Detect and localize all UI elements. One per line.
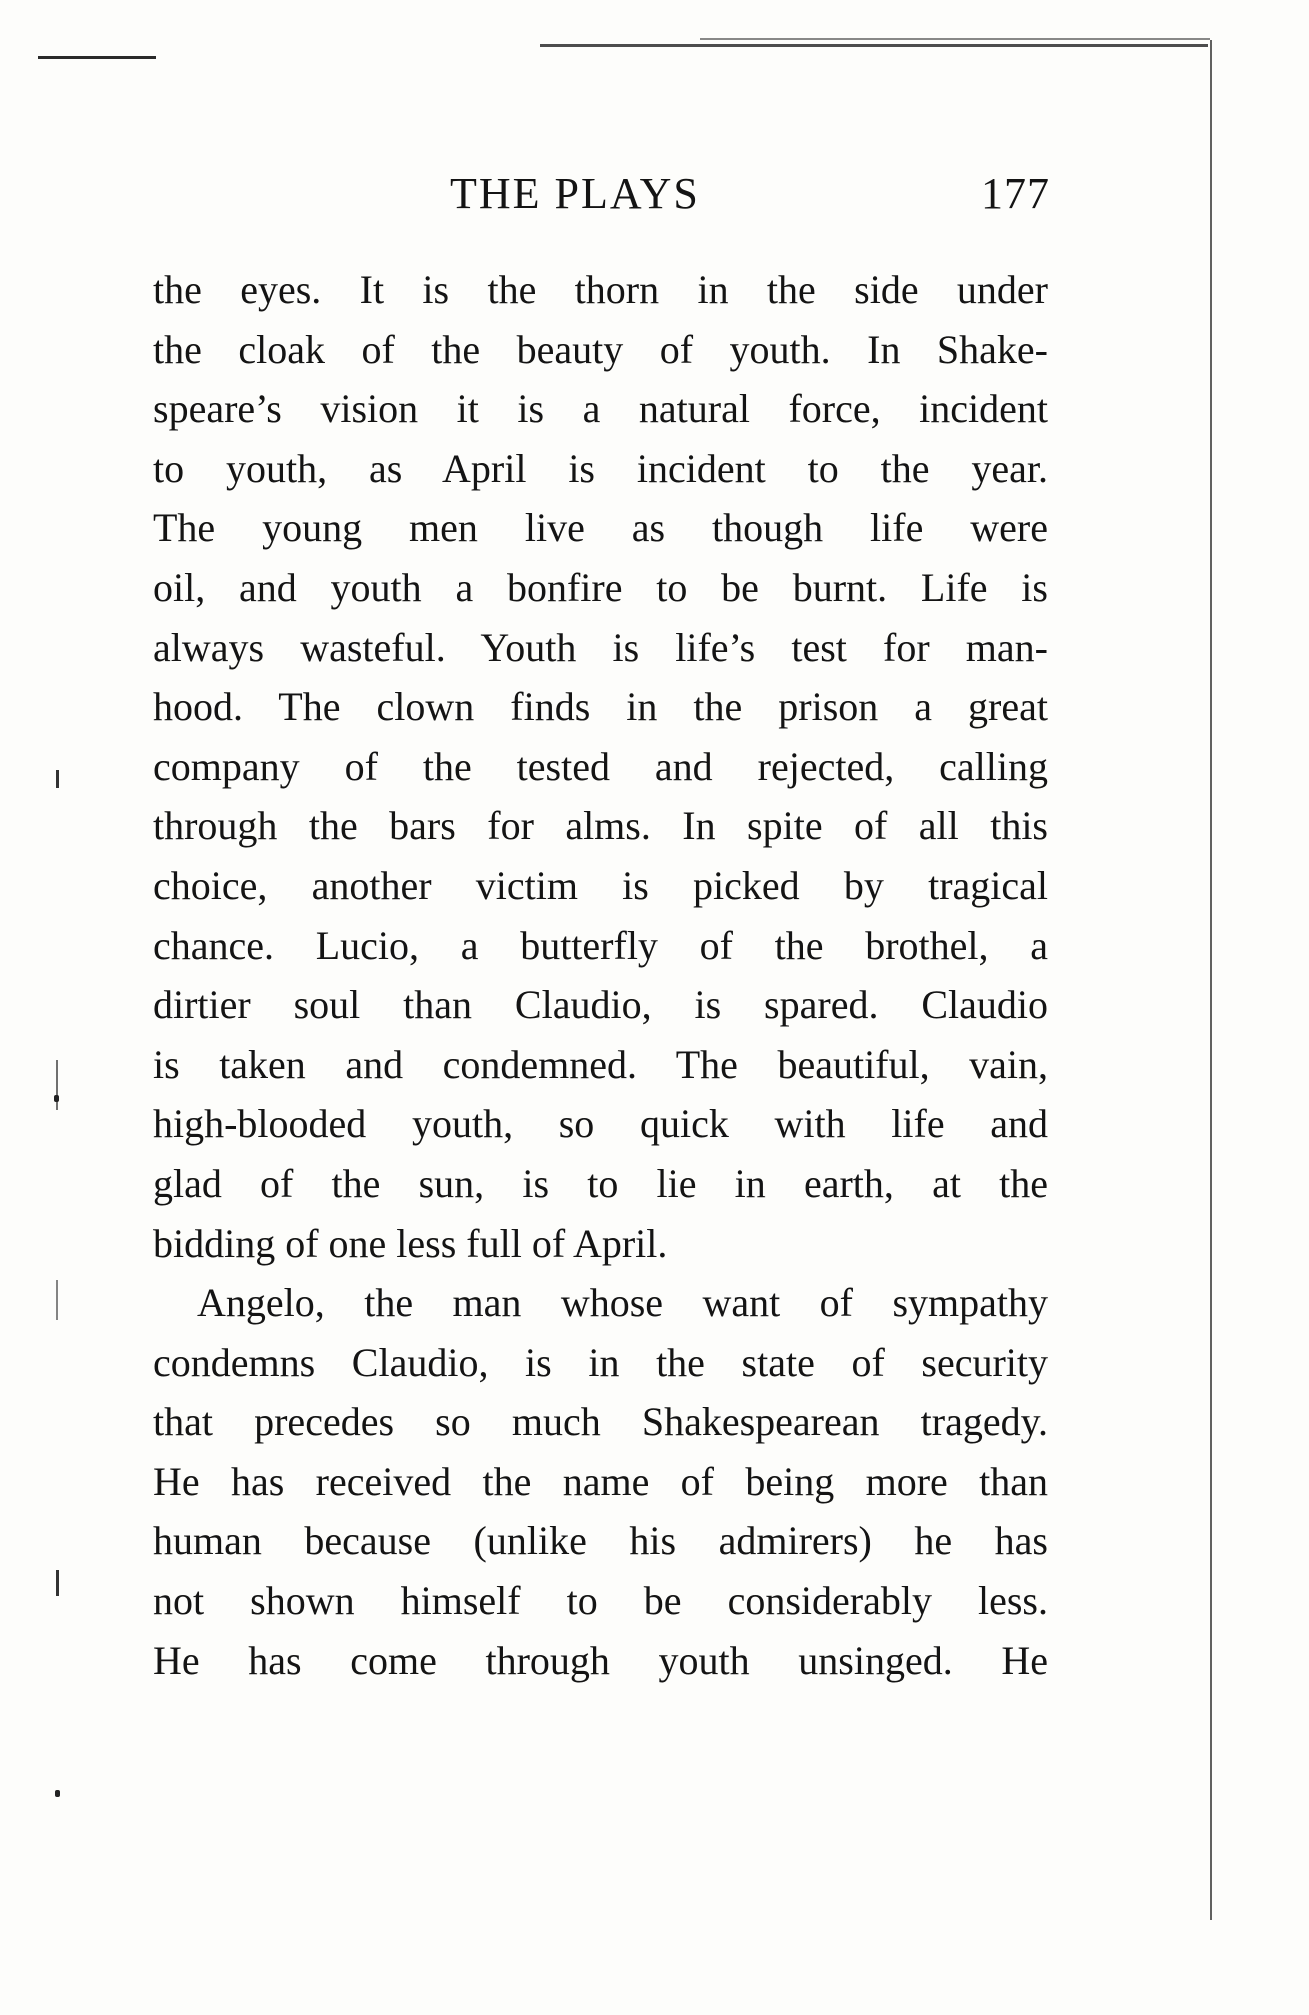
scan-edge-line [1210, 40, 1212, 1920]
text-line: dirtier soul than Claudio, is spared. Claudio [153, 982, 1048, 1028]
paragraph [153, 260, 1048, 1273]
text-line: through the bars for alms. In spite of all this [153, 803, 1048, 849]
text-line: chance. Lucio, a butterfly of the brothel, a [153, 922, 1048, 968]
text-line: The young men live as though life were [153, 505, 1048, 551]
scan-edge-line [700, 38, 1210, 40]
text-line: always wasteful. Youth is life’s test for man- [153, 624, 1048, 670]
margin-mark [56, 1570, 59, 1596]
page-number: 177 [981, 169, 1050, 218]
text-line: glad of the sun, is to lie in earth, at the [153, 1160, 1048, 1206]
text-line: condemns Claudio, is in the state of security [153, 1339, 1048, 1385]
text-line: bidding of one less full of April. [153, 1220, 668, 1266]
text-line: not shown himself to be considerably less. [153, 1578, 1048, 1624]
page-header [150, 168, 1050, 228]
text-line: oil, and youth a bonfire to be burnt. Life is [153, 564, 1048, 610]
text-line: Angelo, the man whose want of sympathy [197, 1280, 1048, 1326]
paragraph [153, 1273, 1048, 1690]
text-line: high-blooded youth, so quick with life and [153, 1101, 1048, 1147]
text-line: is taken and condemned. The beautiful, vain, [153, 1041, 1048, 1087]
text-line: human because (unlike his admirers) he has [153, 1518, 1048, 1564]
text-line: company of the tested and rejected, calling [153, 743, 1048, 789]
text-line: He has received the name of being more than [153, 1458, 1048, 1504]
text-line: speare’s vision it is a natural force, incident [153, 386, 1048, 432]
margin-mark [56, 1060, 58, 1110]
scan-edge-line [540, 44, 1208, 47]
text-line: the eyes. It is the thorn in the side under [153, 267, 1048, 312]
text-line: choice, another victim is picked by tragical [153, 862, 1048, 908]
text-line: the cloak of the beauty of youth. In Shake- [153, 326, 1048, 372]
margin-mark [55, 1790, 60, 1797]
text-line: He has come through youth unsinged. He [153, 1637, 1048, 1683]
scan-edge-line [38, 56, 156, 59]
text-line: hood. The clown finds in the prison a great [153, 684, 1048, 730]
margin-mark [54, 1095, 59, 1102]
margin-mark [56, 770, 59, 788]
margin-mark [56, 1280, 58, 1320]
text-line: to youth, as April is incident to the year. [153, 445, 1048, 491]
text-line: that precedes so much Shakespearean tragedy. [153, 1399, 1048, 1445]
body-text [153, 260, 1048, 1690]
running-head: THE PLAYS [450, 169, 700, 218]
